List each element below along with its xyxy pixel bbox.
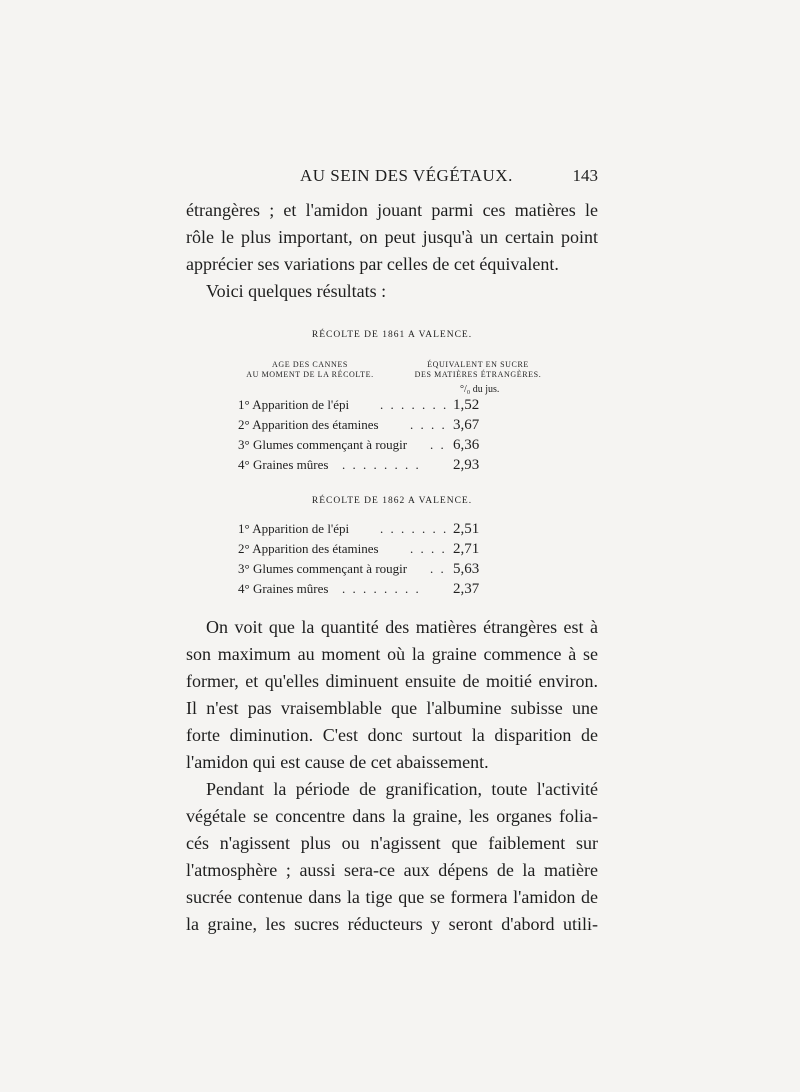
text-line: forte diminution. C'est donc surtout la disparition de xyxy=(186,725,598,745)
table-1861-title: RÉCOLTE DE 1861 A VALENCE. xyxy=(311,330,473,340)
text-line: cés n'agissent plus ou n'agissent que faiblement sur xyxy=(186,833,598,853)
leader-dots: . . . . . . . xyxy=(380,397,449,412)
text-line: l'atmosphère ; aussi sera-ce aux dépens de la matière xyxy=(186,860,598,880)
text-line: végétale se concentre dans la graine, les organes folia- xyxy=(186,806,598,826)
table-row xyxy=(238,520,488,538)
leader-dots: . . . . . . . . xyxy=(342,581,421,596)
text-line: On voit que la quantité des matières étrangères est à xyxy=(206,617,598,637)
text-line: son maximum au moment où la graine commence à se xyxy=(186,644,598,664)
text-line: l'amidon qui est cause de cet abaissement. xyxy=(186,752,489,772)
text-line: la graine, les sucres réducteurs y seront d'abord utili- xyxy=(186,914,598,934)
leader-dots: . . xyxy=(430,437,446,452)
row-value: 5,63 xyxy=(453,561,480,577)
row-value: 2,51 xyxy=(453,521,480,537)
table-row xyxy=(238,456,488,474)
text-line: Il n'est pas vraisemblable que l'albumine subisse une xyxy=(186,698,598,718)
row-label: 1° Apparition de l'épi xyxy=(238,521,350,536)
table-row xyxy=(238,436,488,454)
paragraph-granification xyxy=(186,776,598,938)
row-label: 3° Glumes commençant à rougir xyxy=(238,561,408,576)
intro-paragraph xyxy=(186,197,598,305)
unit-label: °/₀ du jus. xyxy=(460,384,500,395)
text-line: Pendant la période de granification, toute l'activité xyxy=(206,779,598,799)
results-line: Voici quelques résultats : xyxy=(206,281,387,301)
leader-dots: . . . . . . . . xyxy=(342,457,421,472)
table-row xyxy=(238,416,488,434)
table-row xyxy=(238,396,488,414)
row-label: 4° Graines mûres xyxy=(238,457,329,472)
row-label: 3° Glumes commençant à rougir xyxy=(238,437,408,452)
row-label: 2° Apparition des étamines xyxy=(238,541,379,556)
text-line: former, et qu'elles diminuent ensuite de moitié environ. xyxy=(186,671,598,691)
page-number: 143 xyxy=(572,166,598,185)
paragraph-quantity xyxy=(186,614,598,776)
row-label: 2° Apparition des étamines xyxy=(238,417,379,432)
table-row xyxy=(238,540,488,558)
leader-dots: . . . . xyxy=(410,417,447,432)
text-line: sucrée contenue dans la tige que se formera l'amidon de xyxy=(186,887,598,907)
row-value: 6,36 xyxy=(453,437,480,453)
table-row xyxy=(238,580,488,598)
table-row xyxy=(238,560,488,578)
row-label: 1° Apparition de l'épi xyxy=(238,397,350,412)
row-value: 2,71 xyxy=(453,541,480,557)
leader-dots: . . . . . . . xyxy=(380,521,449,536)
text-line: rôle le plus important, on peut jusqu'à un certain point xyxy=(186,227,598,247)
text-line: apprécier ses variations par celles de cet équivalent. xyxy=(186,254,559,274)
row-value: 3,67 xyxy=(453,417,480,433)
leader-dots: . . xyxy=(430,561,446,576)
table-1862-title: RÉCOLTE DE 1862 A VALENCE. xyxy=(311,496,473,506)
row-value: 2,37 xyxy=(453,581,480,597)
page-header xyxy=(186,166,598,190)
column-header-equivalent: ÉQUIVALENT EN SUCRE DES MATIÈRES ÉTRANGÈRES. xyxy=(414,360,542,379)
row-label: 4° Graines mûres xyxy=(238,581,329,596)
leader-dots: . . . . xyxy=(410,541,447,556)
row-value: 1,52 xyxy=(453,397,480,413)
row-value: 2,93 xyxy=(453,457,480,473)
column-header-age: AGE DES CANNES AU MOMENT DE LA RÉCOLTE. xyxy=(246,360,374,379)
text-line: étrangères ; et l'amidon jouant parmi ces matières le xyxy=(186,200,598,220)
running-head: AU SEIN DES VÉGÉTAUX. xyxy=(300,166,513,185)
